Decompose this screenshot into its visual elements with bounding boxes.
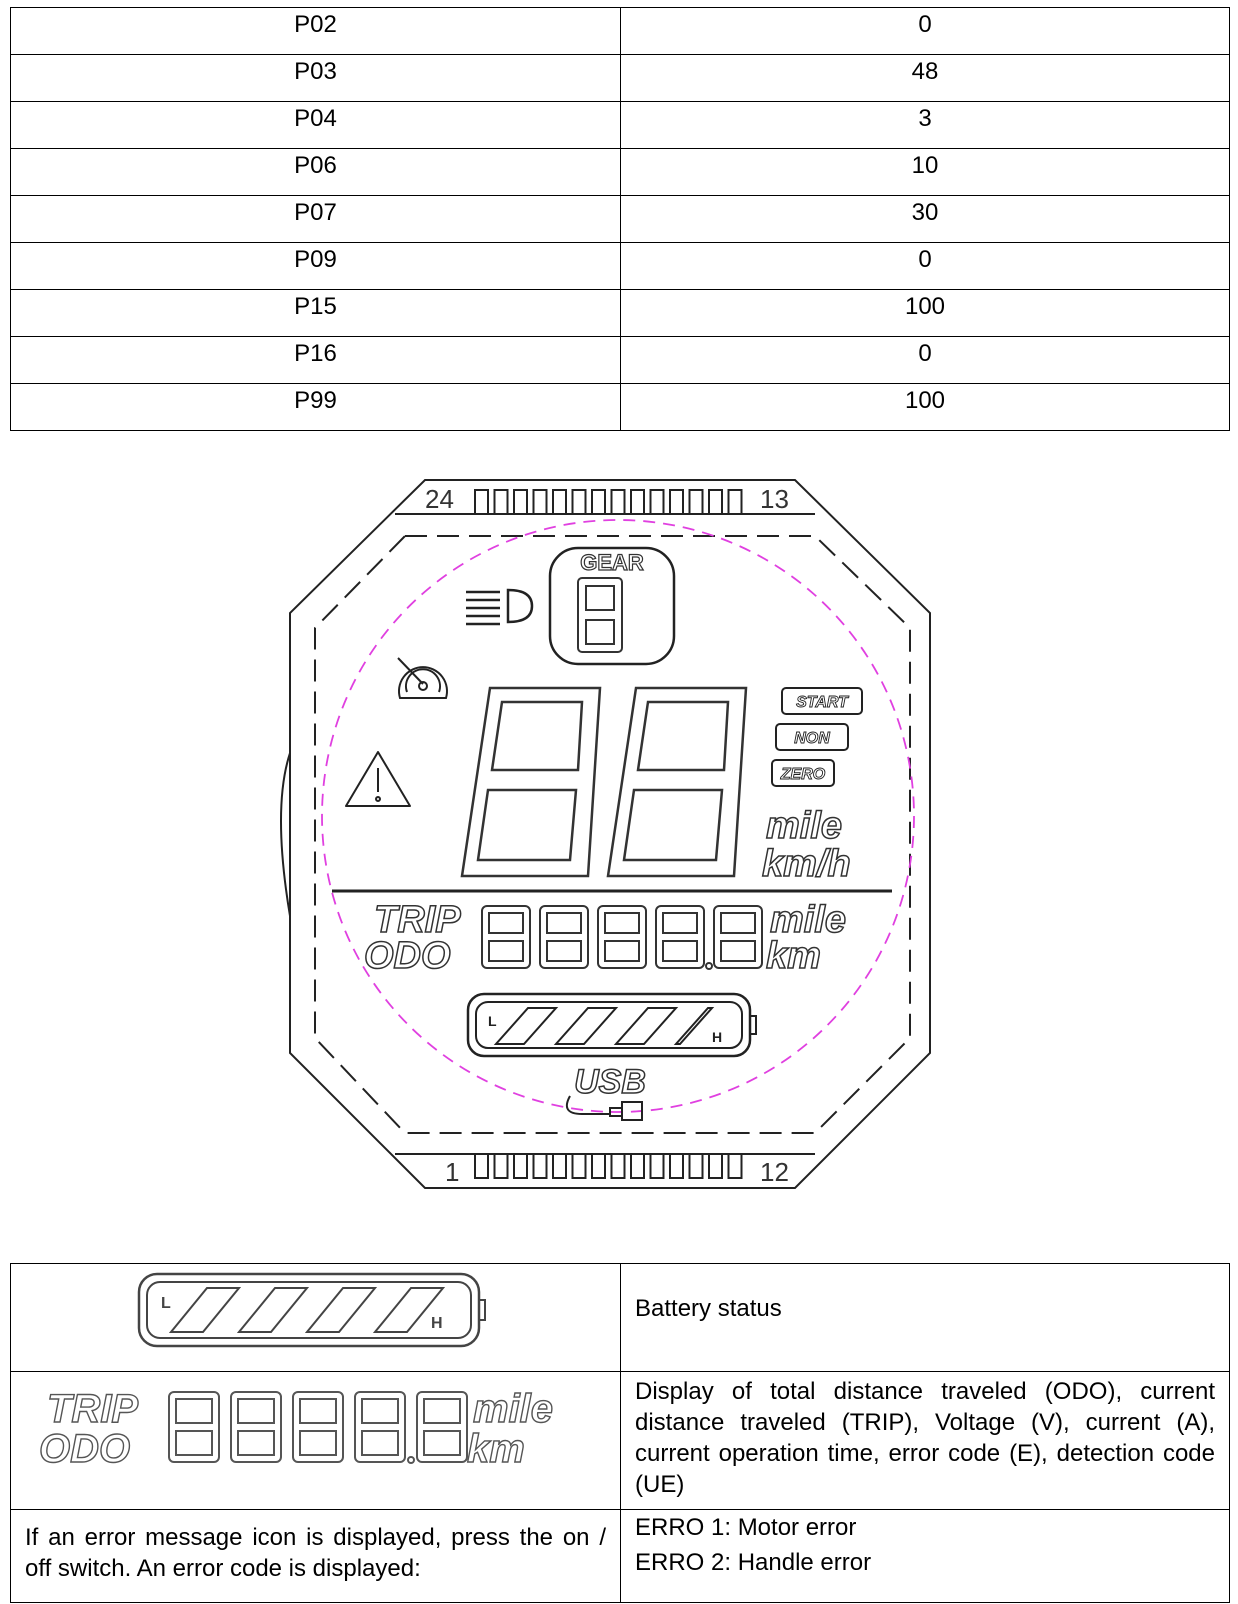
- odometer-digit: [231, 1392, 281, 1462]
- battery-segment: [556, 1008, 616, 1044]
- speedometer-icon: [398, 658, 447, 698]
- warning-icon: [346, 752, 410, 806]
- parameter-code: P02: [11, 8, 621, 55]
- battery-description: Battery status: [635, 1295, 782, 1322]
- parameter-table-body: [11, 8, 1230, 431]
- top-left-number: 24: [425, 484, 454, 514]
- bottom-right-number: 12: [760, 1157, 789, 1187]
- parameter-table: [10, 7, 1230, 431]
- speed-unit-kmh: km/h: [762, 843, 851, 885]
- odo-label: ODO: [364, 935, 451, 977]
- segment-cell: [592, 1154, 605, 1178]
- parameter-row: [11, 8, 1230, 55]
- parameter-code: P09: [11, 243, 621, 290]
- odometer-digits: [482, 906, 762, 969]
- mode-label: NON: [794, 730, 830, 747]
- trip-label: TRIP: [47, 1387, 139, 1431]
- decimal-point: [706, 963, 712, 969]
- odometer-digit: [714, 906, 762, 968]
- error-codes-cell: [621, 1510, 1230, 1603]
- parameter-value: 48: [621, 55, 1230, 102]
- odometer-row: [11, 1372, 1230, 1510]
- segment-cell: [709, 1154, 722, 1178]
- segment-cell: [631, 490, 644, 514]
- segment-cell: [709, 490, 722, 514]
- battery-desc-cell: [621, 1264, 1230, 1372]
- battery-high-label: H: [431, 1315, 443, 1332]
- distance-unit-km: km: [766, 935, 821, 977]
- segment-cell: [553, 1154, 566, 1178]
- odometer-digit: [417, 1392, 467, 1462]
- gear-label: GEAR: [580, 550, 644, 575]
- segment-cell: [651, 490, 664, 514]
- headlight-icon: [466, 590, 532, 624]
- segment-cell: [592, 490, 605, 514]
- parameter-code: P16: [11, 337, 621, 384]
- odo-label: ODO: [39, 1427, 131, 1471]
- odometer-digit: [169, 1392, 219, 1462]
- parameter-row: [11, 102, 1230, 149]
- parameter-code: P99: [11, 384, 621, 431]
- segment-cell: [670, 1154, 683, 1178]
- segment-cell: [475, 1154, 488, 1178]
- error-row: [11, 1510, 1230, 1603]
- distance-unit-mile: mile: [770, 899, 847, 941]
- segment-cell: [690, 1154, 703, 1178]
- segment-cell: [690, 490, 703, 514]
- segment-cell: [612, 1154, 625, 1178]
- side-button: [281, 753, 290, 916]
- bottom-left-number: 1: [445, 1157, 460, 1187]
- segment-cell: [651, 1154, 664, 1178]
- error-instruction: If an error message icon is displayed, press the on / off switch. An error code is displayed:: [25, 1524, 606, 1582]
- battery-segment: [239, 1288, 307, 1332]
- segment-cell: [573, 490, 586, 514]
- odometer-desc-cell: [621, 1372, 1230, 1510]
- top-segment-bar: [475, 490, 742, 514]
- battery-icon: [11, 1264, 620, 1364]
- odometer-digit: [355, 1392, 405, 1462]
- parameter-code: P04: [11, 102, 621, 149]
- battery-segment: [171, 1288, 239, 1332]
- battery-indicator: [468, 994, 756, 1056]
- odometer-icon: [11, 1372, 620, 1502]
- speed-digits: [462, 688, 746, 876]
- parameter-value: 0: [621, 337, 1230, 384]
- segment-cell: [573, 1154, 586, 1178]
- speed-digit-2: [608, 688, 746, 876]
- legend-table: [10, 1263, 1230, 1603]
- parameter-row: [11, 243, 1230, 290]
- error-code-2: ERRO 2: Handle error: [635, 1549, 872, 1576]
- battery-high-label: H: [712, 1029, 723, 1045]
- usb-label: USB: [574, 1063, 646, 1101]
- battery-low-label: L: [488, 1013, 497, 1029]
- parameter-value: 30: [621, 196, 1230, 243]
- odometer-description: Display of total distance traveled (ODO), current distance traveled (TRIP), Voltage (V), current (A), current operation time, error code (E), detection code (UE): [635, 1378, 1215, 1498]
- mode-badge: [776, 724, 848, 750]
- parameter-value: 0: [621, 243, 1230, 290]
- segment-cell: [729, 490, 742, 514]
- start-badge: [782, 688, 862, 714]
- error-instruction-cell: [11, 1510, 621, 1603]
- distance-unit-mile: mile: [473, 1387, 554, 1431]
- odometer-digits: [169, 1392, 467, 1463]
- zero-label: ZERO: [780, 766, 826, 783]
- segment-cell: [729, 1154, 742, 1178]
- segment-cell: [514, 1154, 527, 1178]
- parameter-row: [11, 337, 1230, 384]
- parameter-value: 100: [621, 290, 1230, 337]
- error-code-1: ERRO 1: Motor error: [635, 1514, 857, 1541]
- battery-segment: [676, 1008, 712, 1044]
- battery-low-label: L: [161, 1295, 171, 1312]
- segment-cell: [475, 490, 488, 514]
- odometer-digit: [598, 906, 646, 968]
- battery-icon-cell: [11, 1264, 621, 1372]
- parameter-value: 10: [621, 149, 1230, 196]
- segment-cell: [534, 490, 547, 514]
- segment-cell: [534, 1154, 547, 1178]
- segment-cell: [631, 1154, 644, 1178]
- battery-segment: [496, 1008, 556, 1044]
- parameter-value: 3: [621, 102, 1230, 149]
- parameter-row: [11, 149, 1230, 196]
- parameter-row: [11, 290, 1230, 337]
- zero-badge: [772, 760, 834, 786]
- bottom-segment-bar: [475, 1154, 742, 1178]
- speed-digit-1: [462, 688, 600, 876]
- distance-unit-km: km: [467, 1427, 525, 1471]
- parameter-value: 0: [621, 8, 1230, 55]
- odometer-digit: [293, 1392, 343, 1462]
- segment-cell: [612, 490, 625, 514]
- segment-cell: [553, 490, 566, 514]
- gear-digit: [578, 578, 622, 652]
- odometer-digit: [540, 906, 588, 968]
- start-label: START: [796, 694, 848, 711]
- parameter-code: P07: [11, 196, 621, 243]
- segment-cell: [514, 490, 527, 514]
- segment-cell: [495, 1154, 508, 1178]
- parameter-code: P06: [11, 149, 621, 196]
- odometer-icon-cell: [11, 1372, 621, 1510]
- segment-cell: [495, 490, 508, 514]
- parameter-row: [11, 384, 1230, 431]
- speed-unit-mile: mile: [766, 805, 843, 847]
- parameter-code: P03: [11, 55, 621, 102]
- trip-label: TRIP: [374, 899, 461, 941]
- segment-cell: [670, 490, 683, 514]
- parameter-value: 100: [621, 384, 1230, 431]
- parameter-row: [11, 55, 1230, 102]
- parameter-code: P15: [11, 290, 621, 337]
- battery-segment: [616, 1008, 676, 1044]
- battery-row: [11, 1264, 1230, 1372]
- decimal-point: [408, 1457, 414, 1463]
- lcd-display-diagram: [270, 478, 940, 1193]
- top-right-number: 13: [760, 484, 789, 514]
- odometer-digit: [656, 906, 704, 968]
- odometer-digit: [482, 906, 530, 968]
- parameter-row: [11, 196, 1230, 243]
- battery-segment: [307, 1288, 375, 1332]
